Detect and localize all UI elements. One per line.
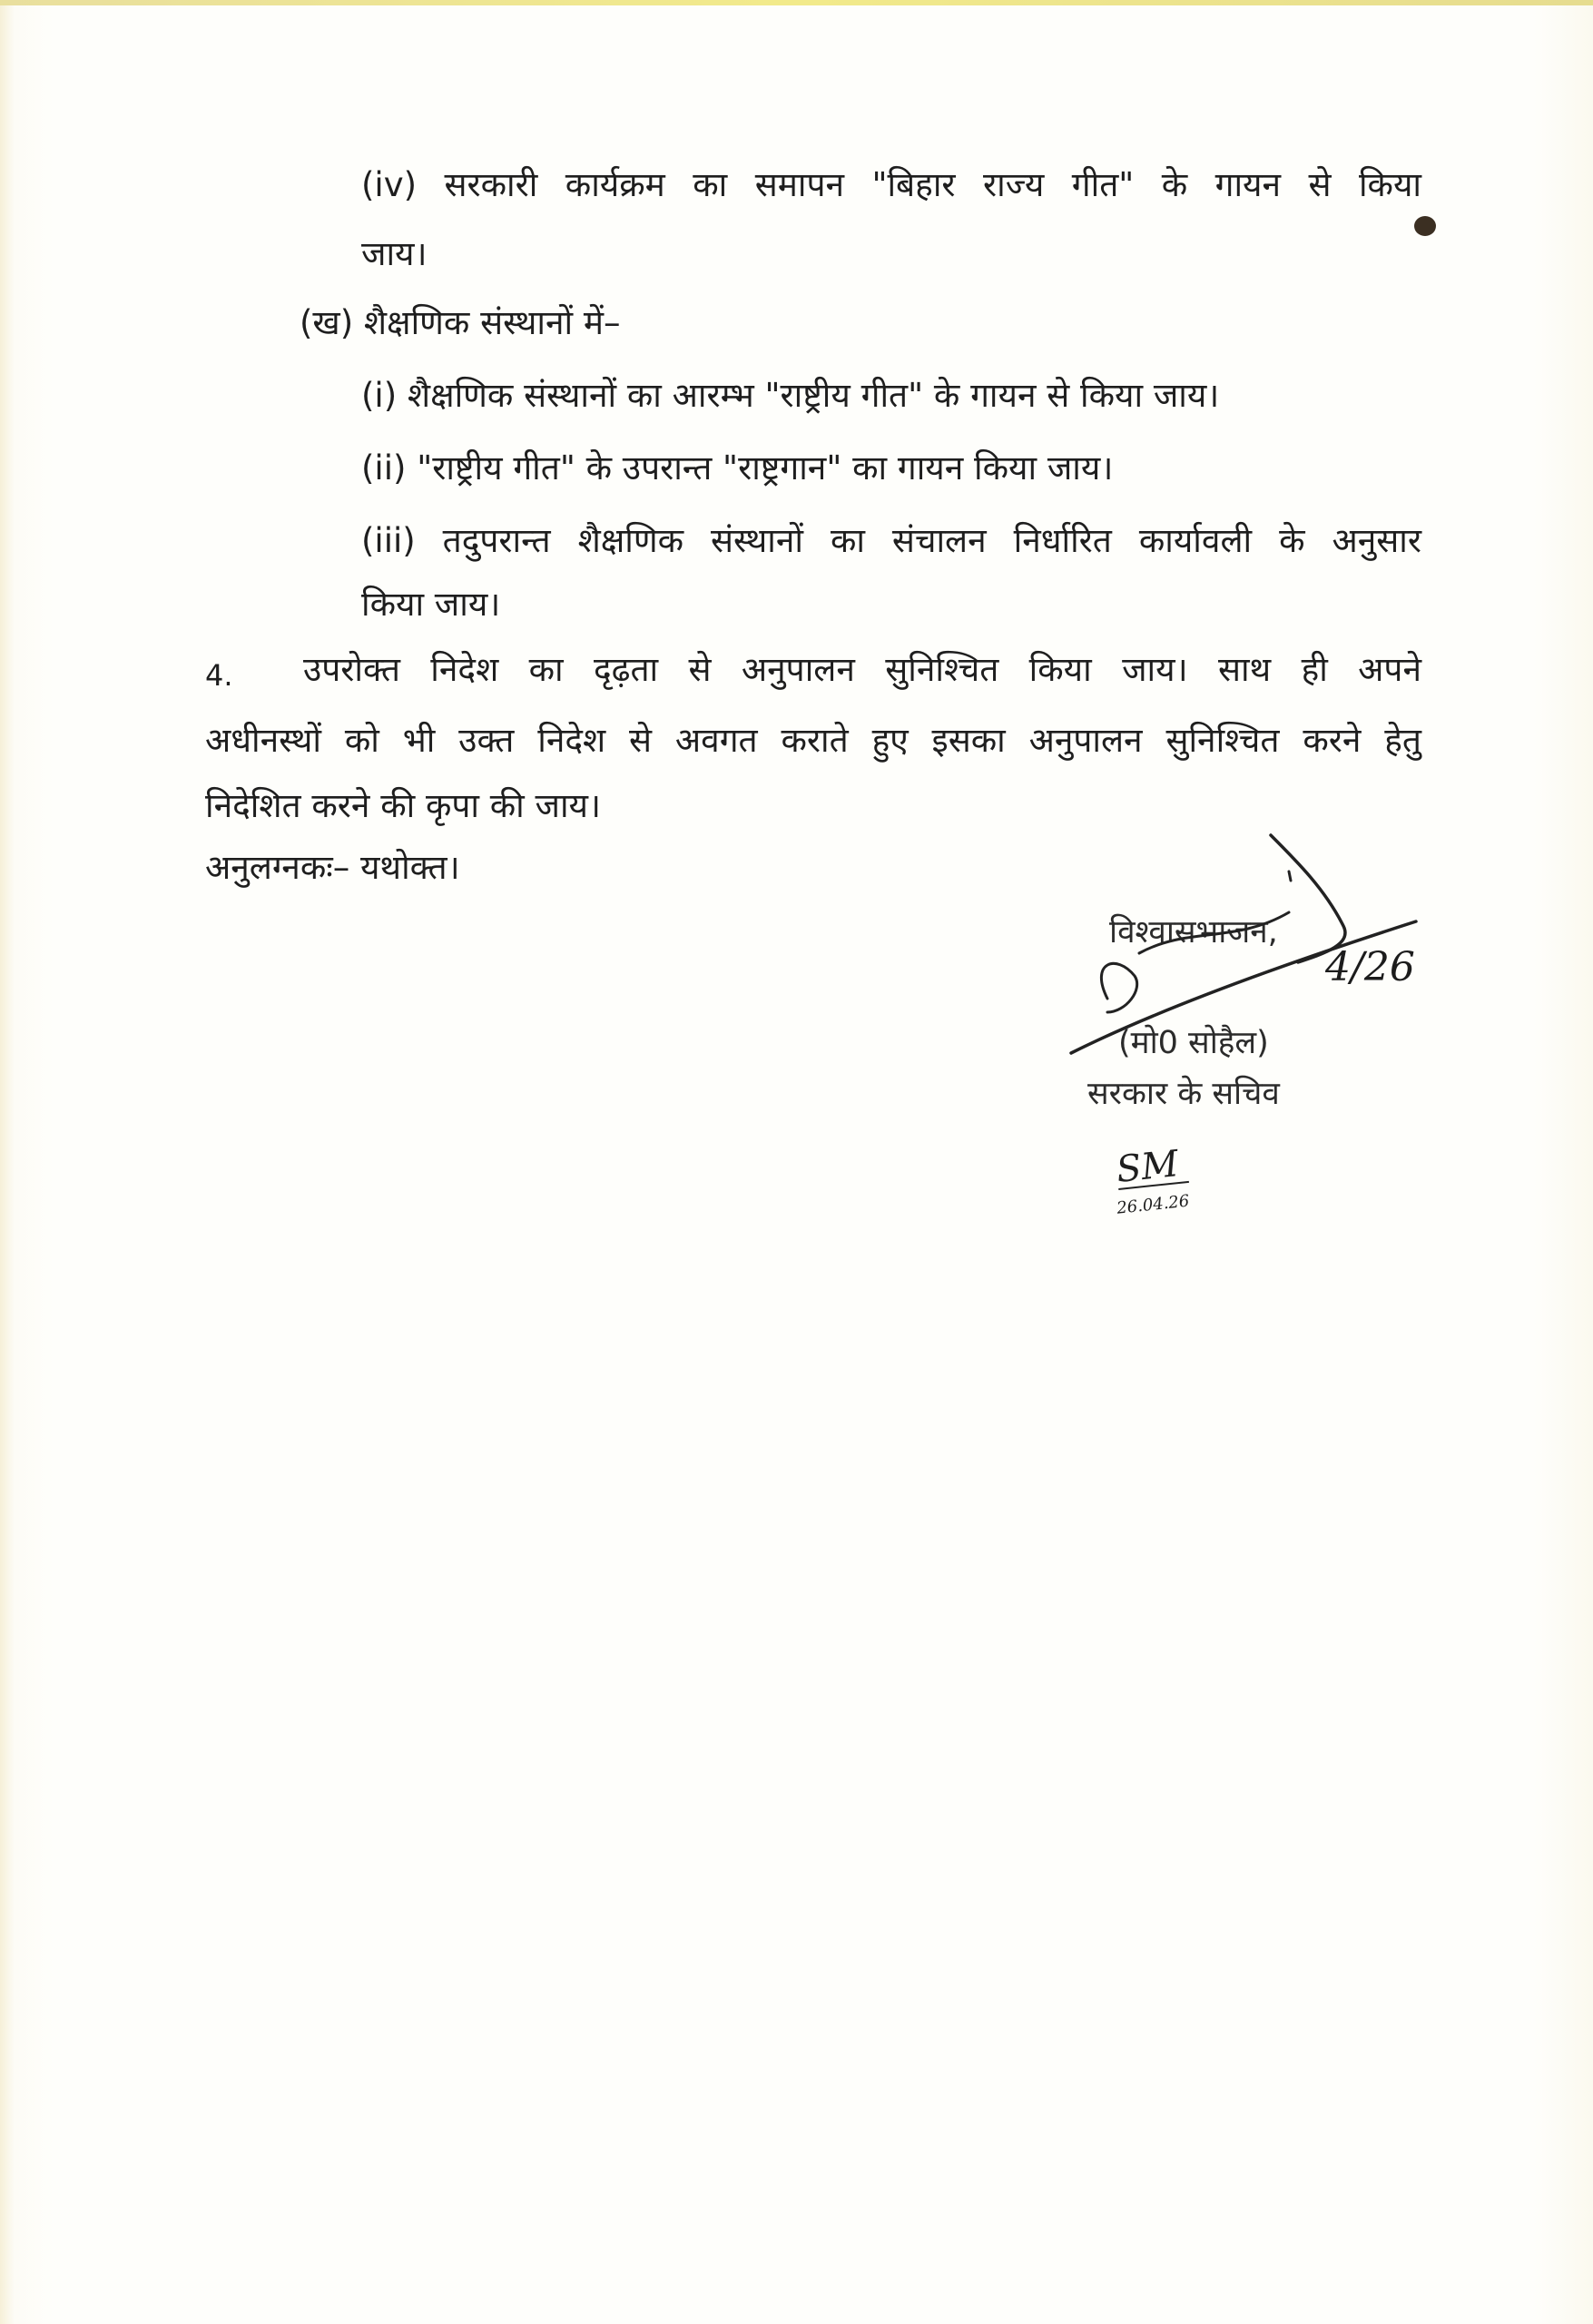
signatory-name: (मो0 सोहैल): [1118, 1025, 1269, 1061]
para-4-line2: अधीनस्थों को भी उक्त निदेश से अवगत कराते हुए इसका अनुपालन सुनिश्चित करने हेतु: [205, 721, 1421, 760]
initials: SM: [1115, 1145, 1189, 1190]
page-edge: [0, 0, 1593, 5]
para-4-number: 4.: [205, 658, 233, 693]
initials-block: [1114, 1143, 1253, 1230]
handwritten-signature: [1053, 817, 1434, 1071]
kha-item-ii: (ii) "राष्ट्रीय गीत" के उपरान्त "राष्ट्रगान" का गायन किया जाय।: [361, 448, 1114, 487]
kha-item-iii-line1: (iii) तदुपरान्त शैक्षणिक संस्थानों का संचालन निर्धारित कार्यावली के अनुसार: [361, 521, 1421, 560]
enclosure-note: अनुलग्नकः– यथोक्त।: [205, 848, 460, 887]
closing-salutation: विश्वासभाजन,: [1109, 914, 1278, 950]
clause-iv-line1: (iv) सरकारी कार्यक्रम का समापन "बिहार राज्य गीत" के गायन से किया: [361, 165, 1421, 204]
para-4-line1: उपरोक्त निदेश का दृढ़ता से अनुपालन सुनिश्चित किया जाय। साथ ही अपने: [303, 650, 1421, 689]
kha-item-iii-line2: किया जाय।: [361, 585, 501, 624]
clause-iv-line2: जाय।: [361, 234, 428, 273]
kha-item-i: (i) शैक्षणिक संस्थानों का आरम्भ "राष्ट्रीय गीत" के गायन से किया जाय।: [361, 376, 1220, 415]
ink-stain: [1414, 216, 1436, 236]
signatory-designation: सरकार के सचिव: [1087, 1076, 1280, 1112]
section-kha-heading: (ख) शैक्षणिक संस्थानों में–: [300, 303, 621, 342]
signature-date: 4/26: [1325, 944, 1415, 990]
para-4-line3: निदेशित करने की कृपा की जाय।: [205, 786, 602, 825]
initials-date: 26.04.26: [1116, 1191, 1191, 1218]
